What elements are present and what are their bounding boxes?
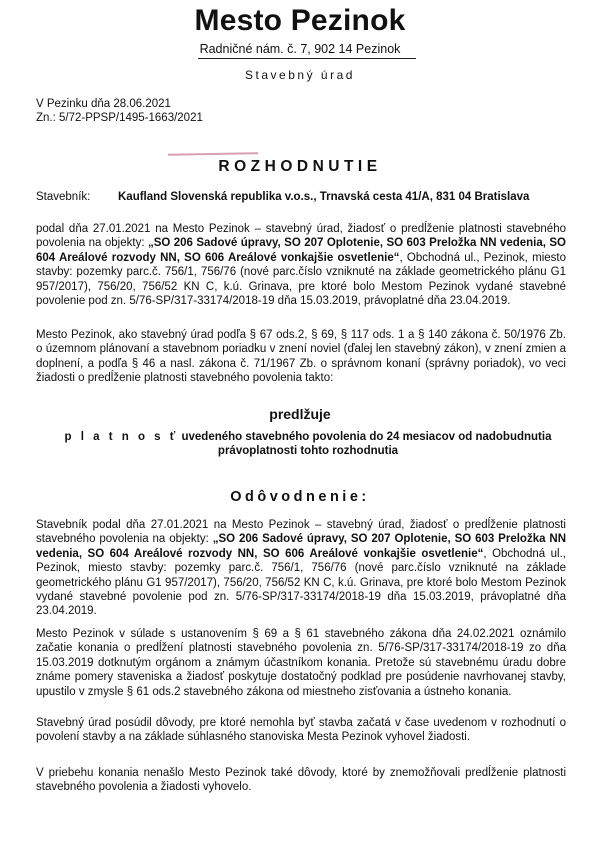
paragraph-reasons-request [36,518,566,619]
validity-line2: právoplatnosti tohto rozhodnutia [217,445,399,457]
request-intro: podal dňa 27.01.2021 na Mesto Pezinok – stavebný úrad, žiadosť o predĺženie platnosti stavebného povolenia na objekty: [36,223,566,250]
decision-title: ROZHODNUTIE [218,158,382,175]
validity-statement [58,430,558,458]
page-title: Mesto Pezinok [194,4,406,37]
pen-mark [168,152,258,156]
office-name: Stavebný úrad [245,68,355,82]
paragraph-assessment: Stavebný úrad posúdil dôvody, pre ktoré nemohla byť stavba začatá v čase uvedenom v rozhodnutí o povolení stavby a na základe súhlasného stanoviska Mesta Pezinok vyhovel žiadosti. [36,717,566,744]
reasons-details: , Obchodná ul., Pezinok, miesto stavby: pozemky parc.č. 756/1, 756/76 (nové parc.číslo vzniknuté na základe geometrického plánu G1 957/2017), 756/20, 756/52 KN C, k.ú. Grinava, pre ktoré bolo Mestom Pezinok vydané stavebné povolenie pod zn. 5/76-SP/317-33174/2018-19 dňa 15.03.2019, právoplatné dňa 23.04.2019. [36,547,567,618]
office-address: Radničné nám. č. 7, 902 14 Pezinok [199,42,401,56]
reasons-title: Odôvodnenie: [230,489,370,505]
reasons-objects: „SO 206 Sadové úpravy, SO 207 Oplotenie, SO 603 Preložka NN vedenia, SO 604 Areálové rozvody NN, SO 606 Areálové vonkajšie osvetlenie“ [36,533,566,560]
paragraph-request [36,222,566,308]
reasons-intro: Stavebník podal dňa 27.01.2021 na Mesto Pezinok – stavebný úrad, žiadosť o predĺženie platnosti stavebného povolenia na objekty: [36,519,566,546]
builder-line [36,191,529,203]
document-meta [36,97,203,125]
verdict: predlžuje [269,406,331,422]
validity-line1: uvedeného stavebného povolenia do 24 mesiacov od nadobudnutia [178,431,552,443]
paragraph-proceedings: Mesto Pezinok v súlade s ustanovením § 69 a § 61 stavebného zákona dňa 24.02.2021 oznámilo začatie konania o predĺžení platnosti stavebného povolenia zn. 5/76-SP/317-33174/2018-19 zo dňa 15.03.2019 dotknutým orgánom a známym účastníkom konania. Pretože sú stavebnému úradu dobre známe pomery staveniska a žiadosť poskytuje dostatočný podklad pre posúdenie navrhovanej stavby, upustilo v zmysle § 61 ods.2 stavebného zákona od miestneho zisťovania a ústneho konania. [36,628,566,698]
request-objects: „SO 206 Sadové úpravy, SO 207 Oplotenie, SO 603 Preložka NN vedenia, SO 604 Areálové rozvody NN, SO 606 Areálové vonkajšie osvetlenie“ [36,237,566,264]
header-divider [198,58,416,59]
validity-spaced: p l a t n o s ť [64,431,179,443]
date-line: V Pezinku dňa 28.06.2021 [36,98,171,110]
builder-label: Stavebník: [36,191,91,203]
reference-number: Zn.: 5/72-PPSP/1495-1663/2021 [36,112,203,124]
paragraph-conclusion: V priebehu konania nenašlo Mesto Pezinok také dôvody, ktoré by znemožňovali predĺženie platnosti stavebného povolenia a žiadosti vyhovelo. [36,767,566,794]
paragraph-legal-basis: Mesto Pezinok, ako stavebný úrad podľa § 67 ods.2, § 69, § 117 ods. 1 a § 140 zákona č. 50/1976 Zb. o územnom plánovaní a stavebnom poriadku v znení noviel (ďalej len stavebný zákon), v znení zmien a doplnení, a podľa § 46 a nasl. zákona č. 71/1967 Zb. o správnom konaní (správny poriadok), vo veci žiadosti o predĺženie platnosti stavebného povolenia takto: [36,329,566,385]
request-details: , Obchodná ul., Pezinok, miesto stavby: pozemky parc.č. 756/1, 756/76 (nové parc.číslo vzniknuté na základe geometrického plánu G1 957/2017), 756/20, 756/52 KN C, k.ú. Grinava, pre ktoré bolo Mestom Pezinok vydané stavebné povolenie pod zn. 5/76-SP/317-33174/2018-19 dňa 15.03.2019, právoplatné dňa 23.04.2019. [36,251,566,308]
builder-value: Kaufland Slovenská republika v.o.s., Trnavská cesta 41/A, 831 04 Bratislava [118,191,530,203]
